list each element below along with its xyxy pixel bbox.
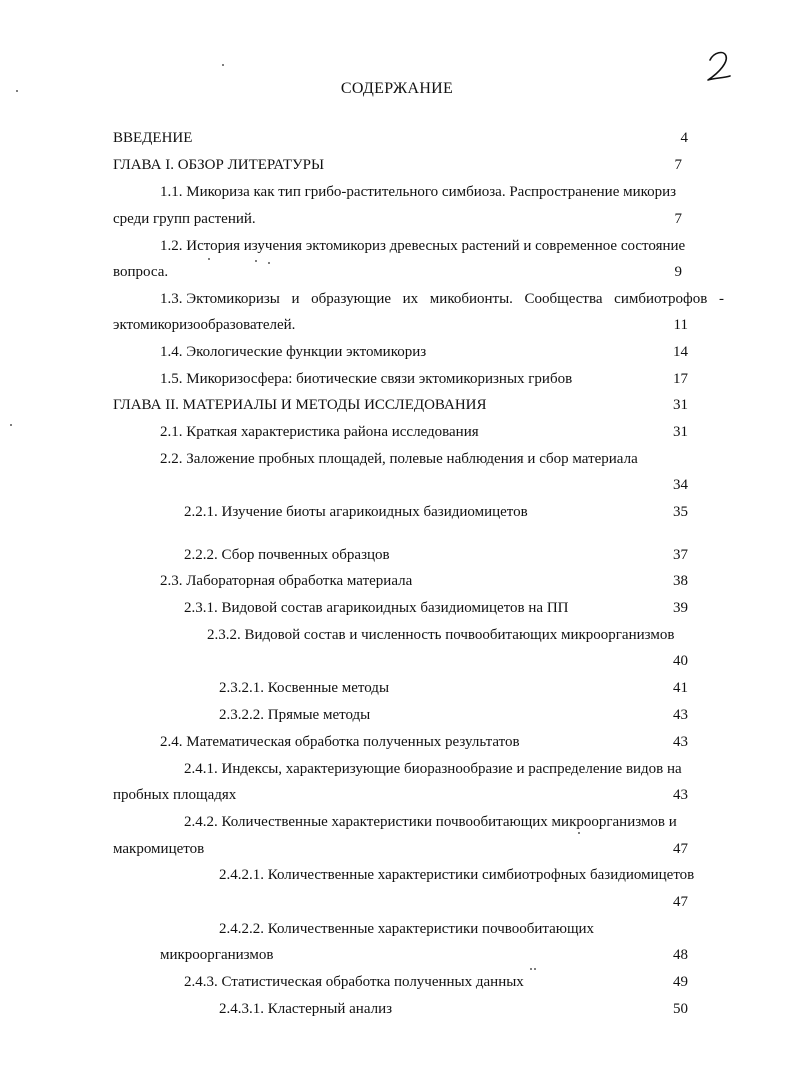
toc-entry-2-2[interactable]: 2.2. Заложение пробных площадей, полевые наблюдения и сбор материала bbox=[160, 451, 638, 467]
toc-page-2-4-2: 47 bbox=[673, 841, 688, 857]
toc-entry-1-2-cont[interactable]: вопроса. bbox=[113, 264, 169, 280]
toc-page-1-1: 7 bbox=[674, 211, 682, 227]
toc-page-2-3-1: 39 bbox=[673, 600, 688, 616]
toc-entry-1-4[interactable]: 1.4. Экологические функции эктомикориз bbox=[160, 344, 427, 360]
toc-page-2-4: 43 bbox=[673, 734, 688, 750]
toc-page-2-2-1: 35 bbox=[673, 504, 688, 520]
toc-word: и bbox=[291, 291, 300, 307]
scan-speck bbox=[208, 258, 210, 260]
scan-speck bbox=[578, 832, 580, 834]
toc-entry-chapter-2[interactable]: ГЛАВА II. МАТЕРИАЛЫ И МЕТОДЫ ИССЛЕДОВАНИЯ bbox=[113, 397, 487, 413]
toc-page-2-3-2-2: 43 bbox=[673, 707, 688, 723]
toc-entry-1-3[interactable] bbox=[160, 290, 724, 308]
toc-entry-2-1[interactable]: 2.1. Краткая характеристика района исследования bbox=[160, 424, 479, 440]
toc-page-chapter-2: 31 bbox=[673, 397, 688, 413]
toc-entry-2-4-1[interactable]: 2.4.1. Индексы, характеризующие биоразнообразие и распределение видов на bbox=[184, 761, 682, 777]
toc-word: образующие bbox=[311, 291, 392, 307]
toc-entry-2-3-2[interactable]: 2.3.2. Видовой состав и численность почвообитающих микроорганизмов bbox=[207, 627, 675, 643]
scan-speck bbox=[268, 262, 270, 264]
toc-word: 1.3. Эктомикоризы bbox=[160, 291, 280, 307]
toc-entry-chapter-1[interactable]: ГЛАВА I. ОБЗОР ЛИТЕРАТУРЫ bbox=[113, 157, 325, 173]
toc-entry-2-4-1-cont[interactable]: пробных площадях bbox=[113, 787, 237, 803]
toc-word: микобионты. bbox=[429, 291, 513, 307]
toc-entry-2-4-2[interactable]: 2.4.2. Количественные характеристики почвообитающих микроорганизмов и bbox=[184, 814, 677, 830]
toc-page-2-1: 31 bbox=[673, 424, 688, 440]
toc-entry-1-5[interactable]: 1.5. Микоризосфера: биотические связи эктомикоризных грибов bbox=[160, 371, 573, 387]
toc-page-chapter-1: 7 bbox=[674, 157, 682, 173]
toc-word: их bbox=[402, 291, 419, 307]
toc-word: Сообщества bbox=[524, 291, 603, 307]
scan-speck bbox=[255, 260, 257, 262]
scan-speck bbox=[530, 968, 532, 970]
toc-page-2-3: 38 bbox=[673, 573, 688, 589]
toc-page-2-4-1: 43 bbox=[673, 787, 688, 803]
page-title: СОДЕРЖАНИЕ bbox=[340, 80, 454, 97]
scan-speck bbox=[10, 424, 12, 426]
toc-entry-2-4-2-1[interactable]: 2.4.2.1. Количественные характеристики симбиотрофных базидиомицетов bbox=[219, 867, 695, 883]
toc-page-2-4-3: 49 bbox=[673, 974, 688, 990]
toc-page-2-4-2-2: 48 bbox=[673, 947, 688, 963]
toc-entry-2-3[interactable]: 2.3. Лабораторная обработка материала bbox=[160, 573, 413, 589]
toc-page-2-4-3-1: 50 bbox=[673, 1001, 688, 1017]
toc-page-1-5: 17 bbox=[673, 371, 688, 387]
toc-page-1-4: 14 bbox=[673, 344, 688, 360]
toc-entry-2-4-3-1[interactable]: 2.4.3.1. Кластерный анализ bbox=[219, 1001, 393, 1017]
toc-entry-1-1[interactable]: 1.1. Микориза как тип грибо-растительного симбиоза. Распространение микориз bbox=[160, 184, 677, 200]
toc-entry-2-2-2[interactable]: 2.2.2. Сбор почвенных образцов bbox=[184, 547, 390, 563]
toc-page-intro: 4 bbox=[680, 130, 688, 146]
toc-entry-1-3-cont[interactable]: эктомикоризообразователей. bbox=[113, 317, 296, 333]
toc-entry-2-3-2-1[interactable]: 2.3.2.1. Косвенные методы bbox=[219, 680, 390, 696]
toc-page-2-2: 34 bbox=[673, 477, 688, 493]
toc-entry-1-1-cont[interactable]: среди групп растений. bbox=[113, 211, 256, 227]
toc-page-2-2-2: 37 bbox=[673, 547, 688, 563]
toc-entry-1-2[interactable]: 1.2. История изучения эктомикориз древесных растений и современное состояние bbox=[160, 238, 686, 254]
toc-page-2-3-2: 40 bbox=[673, 653, 688, 669]
toc-entry-2-4[interactable]: 2.4. Математическая обработка полученных результатов bbox=[160, 734, 520, 750]
toc-word: симбиотрофов bbox=[614, 291, 708, 307]
toc-entry-2-4-2-2[interactable]: 2.4.2.2. Количественные характеристики почвообитающих bbox=[219, 921, 595, 937]
toc-entry-2-2-1[interactable]: 2.2.1. Изучение биоты агарикоидных базидиомицетов bbox=[184, 504, 528, 520]
toc-page-1-2: 9 bbox=[674, 264, 682, 280]
toc-page-2-3-2-1: 41 bbox=[673, 680, 688, 696]
scan-speck bbox=[534, 968, 536, 970]
toc-word: - bbox=[718, 291, 724, 307]
toc-entry-2-3-1[interactable]: 2.3.1. Видовой состав агарикоидных базидиомицетов на ПП bbox=[184, 600, 569, 616]
toc-page-2-4-2-1: 47 bbox=[673, 894, 688, 910]
toc-entry-2-4-3[interactable]: 2.4.3. Статистическая обработка полученных данных bbox=[184, 974, 524, 990]
toc-entry-2-4-2-cont[interactable]: макромицетов bbox=[113, 841, 205, 857]
toc-entry-2-3-2-2[interactable]: 2.3.2.2. Прямые методы bbox=[219, 707, 371, 723]
toc-entry-intro[interactable]: ВВЕДЕНИЕ bbox=[113, 130, 193, 146]
scan-speck bbox=[222, 64, 224, 66]
toc-page-1-3: 11 bbox=[673, 317, 688, 333]
toc-entry-2-4-2-2-cont[interactable]: микроорганизмов bbox=[160, 947, 274, 963]
